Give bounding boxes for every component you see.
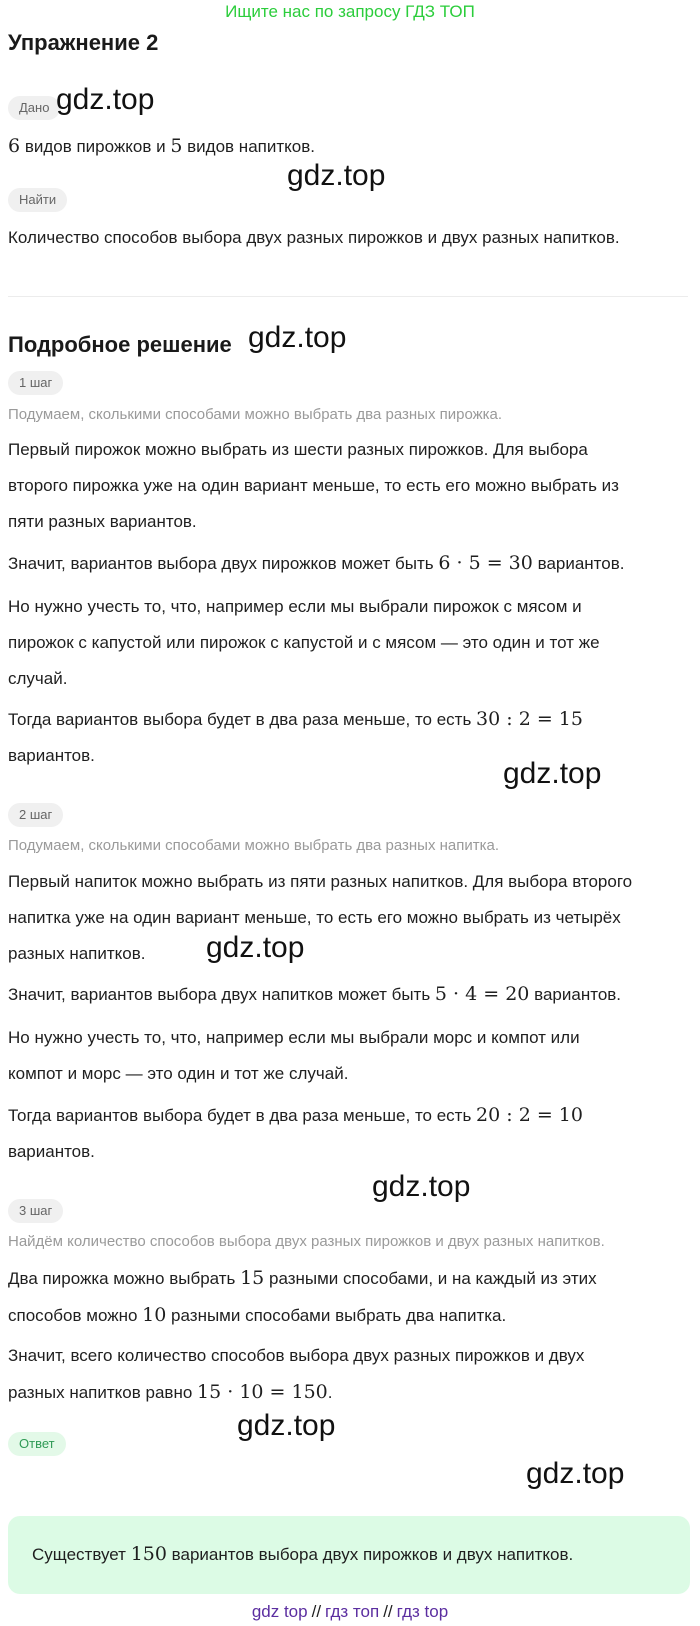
step-3-hint: Найдём количество способов выбора двух разных пирожков и двух разных напитков. bbox=[8, 1233, 605, 1250]
text-line: пяти разных вариантов. bbox=[8, 512, 197, 531]
step-2-text-2 bbox=[8, 976, 692, 1013]
text-line: случай. bbox=[8, 669, 68, 688]
text-line: Но нужно учесть то, что, например если мы выбрали пирожок с мясом и bbox=[8, 597, 582, 616]
footer-link-gdz-top[interactable]: gdz top bbox=[251, 1602, 308, 1621]
text-part: разными способами, и на каждый из этих bbox=[264, 1269, 597, 1288]
step-2-text-3 bbox=[8, 1020, 692, 1092]
text-part: разных напитков равно bbox=[8, 1383, 198, 1402]
watermark: gdz.top bbox=[526, 1457, 625, 1490]
text-line: Первый напиток можно выбрать из пяти разных напитков. Для выбора второго bbox=[8, 872, 633, 891]
step-1-hint: Подумаем, сколькими способами можно выбрать два разных пирожка. bbox=[8, 406, 503, 423]
text-line: вариантов. bbox=[8, 1142, 95, 1161]
exercise-title: Упражнение 2 bbox=[8, 30, 159, 55]
text-part: вариантов. bbox=[529, 985, 622, 1004]
text-line: пирожок с капустой или пирожок с капустой и с мясом — это один и тот же bbox=[8, 633, 600, 652]
step-1-badge bbox=[8, 371, 63, 395]
text-part: Два пирожка можно выбрать bbox=[8, 1269, 241, 1288]
math-expression: 15 bbox=[240, 1267, 265, 1289]
watermark: gdz.top bbox=[372, 1170, 471, 1203]
watermark: gdz.top bbox=[56, 83, 155, 116]
given-text-end: видов напитков. bbox=[182, 137, 315, 156]
find-text: Количество способов выбора двух разных пирожков и двух разных напитков. bbox=[8, 228, 620, 247]
watermark: gdz.top bbox=[248, 321, 347, 354]
given-num-drinks: 5 bbox=[170, 135, 183, 157]
footer-link-gdz-top-mixed[interactable]: гдз top bbox=[396, 1602, 449, 1621]
answer-text bbox=[32, 1536, 573, 1573]
section-divider bbox=[8, 296, 688, 297]
step-1-text-2 bbox=[8, 545, 692, 582]
text-part: Существует bbox=[32, 1545, 131, 1564]
text-part: вариантов. bbox=[532, 554, 625, 573]
solution-title: Подробное решение bbox=[8, 332, 232, 357]
step-2-text-1 bbox=[8, 864, 692, 972]
text-part: Значит, вариантов выбора двух напитков может быть bbox=[8, 985, 435, 1004]
answer-badge bbox=[8, 1432, 66, 1456]
given-badge bbox=[8, 96, 60, 120]
math-expression: 10 bbox=[142, 1304, 167, 1326]
given-text-part: видов пирожков и bbox=[20, 137, 171, 156]
footer-link-gdz-top-ru[interactable]: гдз топ bbox=[325, 1602, 380, 1621]
text-line: Первый пирожок можно выбрать из шести разных пирожков. Для выбора bbox=[8, 440, 588, 459]
footer-separator: // bbox=[311, 1602, 322, 1621]
text-line: Но нужно учесть то, что, например если мы выбрали морс и компот или bbox=[8, 1028, 580, 1047]
step-1-label: 1 шаг bbox=[8, 371, 63, 395]
answer-number: 150 bbox=[130, 1543, 167, 1565]
text-part: . bbox=[327, 1383, 333, 1402]
text-part: способов можно bbox=[8, 1306, 143, 1325]
footer-separator: // bbox=[383, 1602, 393, 1621]
step-3-label: 3 шаг bbox=[8, 1199, 63, 1223]
math-expression: 20 : 2 = 10 bbox=[476, 1104, 583, 1126]
step-3-badge bbox=[8, 1199, 63, 1223]
footer-links bbox=[0, 1600, 700, 1624]
text-line: второго пирожка уже на один вариант меньше, то есть его можно выбрать из bbox=[8, 476, 619, 495]
text-part: Значит, вариантов выбора двух пирожков может быть bbox=[8, 554, 439, 573]
text-line: Значит, всего количество способов выбора двух разных пирожков и двух bbox=[8, 1346, 585, 1365]
find-badge bbox=[8, 188, 67, 212]
step-3-text-2 bbox=[8, 1338, 692, 1411]
watermark: gdz.top bbox=[206, 931, 305, 964]
step-2-text-4 bbox=[8, 1097, 692, 1170]
promo-banner[interactable]: Ищите нас по запросу ГДЗ ТОП bbox=[225, 2, 475, 21]
step-3-text-1 bbox=[8, 1260, 692, 1334]
answer-label: Ответ bbox=[8, 1432, 66, 1456]
step-1-text-3 bbox=[8, 589, 692, 697]
step-2-label: 2 шаг bbox=[8, 803, 63, 827]
text-line: напитка уже на один вариант меньше, то есть его можно выбрать из четырёх bbox=[8, 908, 621, 927]
step-1-text-1 bbox=[8, 432, 692, 540]
text-line: компот и морс — это один и тот же случай. bbox=[8, 1064, 349, 1083]
given-label: Дано bbox=[8, 96, 60, 120]
watermark: gdz.top bbox=[237, 1409, 336, 1442]
step-2-badge bbox=[8, 803, 63, 827]
text-part: Тогда вариантов выбора будет в два раза меньше, то есть bbox=[8, 710, 477, 729]
math-expression: 30 : 2 = 15 bbox=[476, 708, 583, 730]
step-2-hint: Подумаем, сколькими способами можно выбрать два разных напитка. bbox=[8, 837, 500, 854]
math-expression: 5 · 4 = 20 bbox=[434, 983, 530, 1005]
text-line: вариантов. bbox=[8, 746, 95, 765]
math-expression: 15 · 10 = 150 bbox=[197, 1381, 328, 1403]
math-expression: 6 · 5 = 30 bbox=[438, 552, 533, 574]
watermark: gdz.top bbox=[287, 159, 386, 192]
given-num-pies: 6 bbox=[8, 135, 21, 157]
watermark: gdz.top bbox=[503, 757, 602, 790]
find-label: Найти bbox=[8, 188, 67, 212]
text-part: Тогда вариантов выбора будет в два раза меньше, то есть bbox=[8, 1106, 477, 1125]
text-part: вариантов выбора двух пирожков и двух напитков. bbox=[166, 1545, 574, 1564]
text-line: разных напитков. bbox=[8, 944, 146, 963]
text-part: разными способами выбрать два напитка. bbox=[166, 1306, 507, 1325]
